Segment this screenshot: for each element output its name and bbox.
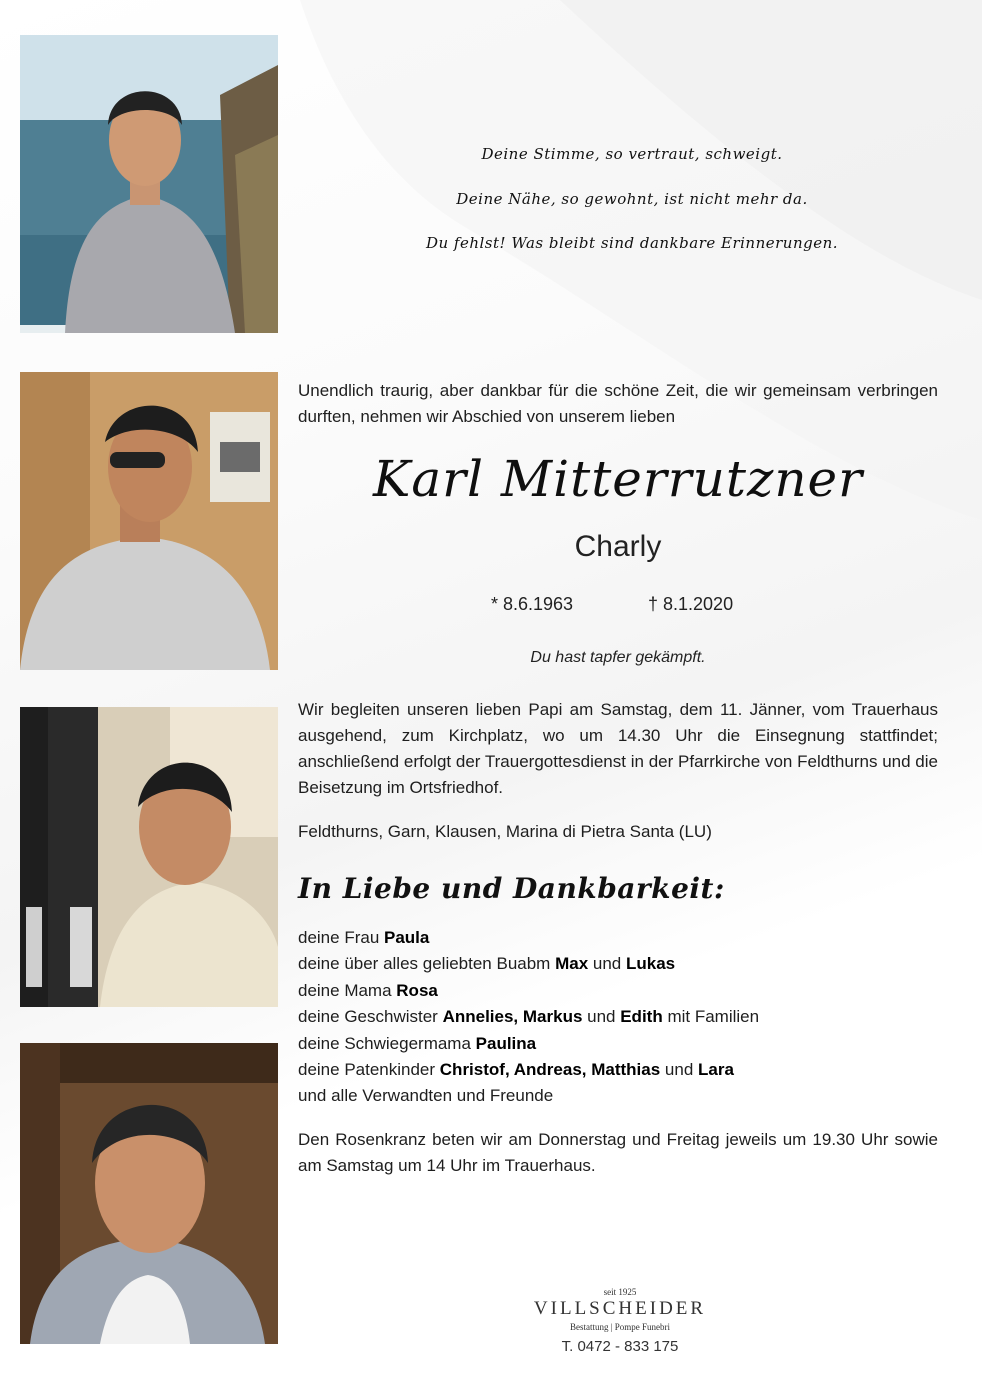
mourner-line: deine Mama Rosa: [298, 980, 438, 1000]
rosary-text: Den Rosenkranz beten wir am Donnerstag und Freitag jeweils um 19.30 Uhr sowie am Samstag um 14 Uhr im Trauerhaus.: [298, 1130, 938, 1175]
mourner-line: deine über alles geliebten Buabm Max und Lukas: [298, 954, 676, 974]
mourner-line: deine Schwiegermama Paulina: [298, 1033, 537, 1053]
motto: Du hast tapfer gekämpft.: [530, 649, 706, 666]
places: Feldthurns, Garn, Klausen, Marina di Pietra Santa (LU): [298, 822, 712, 841]
intro-text: Unendlich traurig, aber dankbar für die schöne Zeit, die wir gemeinsam verbringen durften, nehmen wir Abschied von unserem lieben: [298, 381, 938, 426]
mourners-list: [298, 925, 938, 1110]
photo-portrait-sea: [20, 35, 278, 333]
mourner-line: und alle Verwandten und Freunde: [298, 1086, 554, 1106]
funeral-details: Wir begleiten unseren lieben Papi am Samstag, dem 11. Jänner, vom Trauerhaus ausgehend, zum Kirchplatz, wo um 14.30 Uhr die Einsegnung stattfindet; anschließend erfolgt der Trauergottesdienst in der Pfarrkirche von Feldthurns und die Beisetzung im Ortsfriedhof.: [298, 700, 938, 797]
photo-portrait-skis: [20, 707, 278, 1007]
photo-portrait-sunglasses: [20, 372, 278, 670]
mourner-line: deine Patenkinder Christof, Andreas, Matthias und Lara: [298, 1060, 734, 1080]
quote-line-3: Du fehlst! Was bleibt sind dankbare Erinnerungen.: [425, 234, 839, 252]
in-love-heading: In Liebe und Dankbarkeit:: [298, 872, 725, 905]
funeral-home-footer: [500, 1286, 740, 1358]
footer-since: seit 1925: [603, 1287, 637, 1297]
deceased-nickname: Charly: [574, 530, 662, 563]
quote-line-1: Deine Stimme, so vertraut, schweigt.: [481, 145, 783, 163]
photo-portrait-smiling: [20, 1043, 278, 1344]
birth-date: * 8.6.1963: [491, 594, 574, 614]
quote-line-2: Deine Nähe, so gewohnt, ist nicht mehr da.: [456, 190, 808, 208]
footer-company: VILLSCHEIDER: [533, 1298, 707, 1319]
footer-company-sub: Bestattung | Pompe Funebri: [569, 1322, 671, 1332]
deceased-name: Karl Mitterrutzner: [372, 450, 864, 508]
mourner-line: deine Frau Paula: [298, 928, 430, 947]
footer-phone: T. 0472 - 833 175: [561, 1338, 679, 1355]
mourner-line: deine Geschwister Annelies, Markus und Edith mit Familien: [298, 1007, 760, 1027]
death-date: † 8.1.2020: [648, 594, 734, 614]
